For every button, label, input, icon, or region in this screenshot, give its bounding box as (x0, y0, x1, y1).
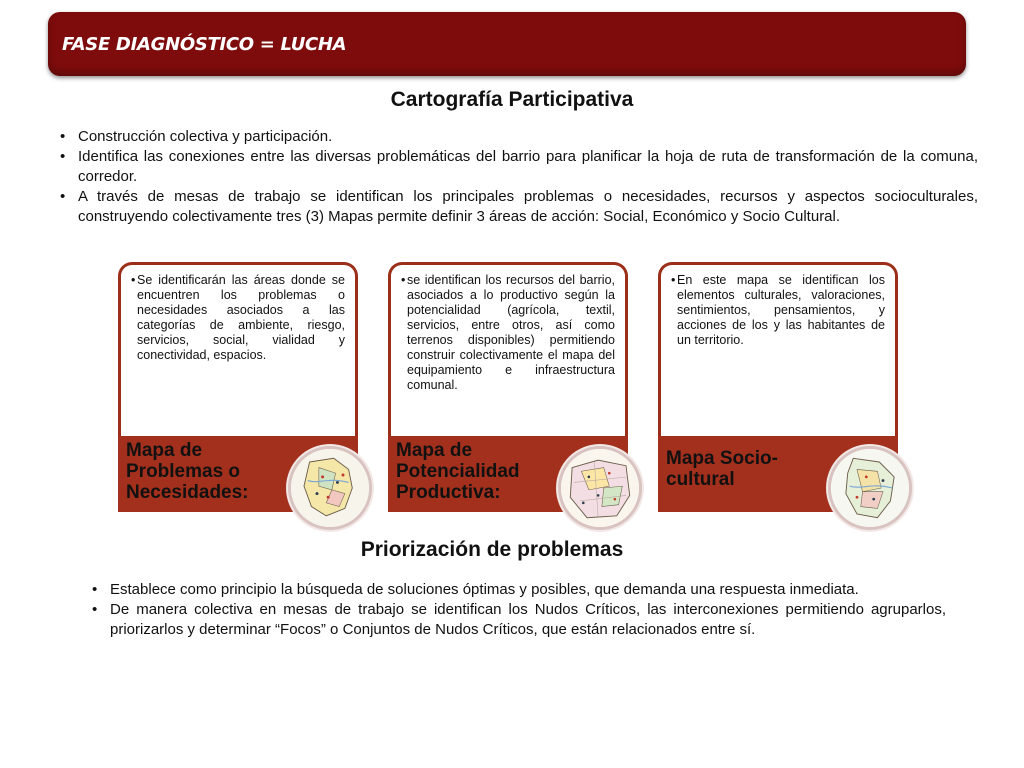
bullet-item: • Construcción colectiva y participación. (58, 127, 978, 147)
map-icon (558, 446, 642, 530)
section-title-priorizacion: Priorización de problemas (360, 538, 624, 561)
header-banner (48, 12, 966, 76)
card-description: • Se identificarán las áreas donde se encuentren los problemas o necesidades asociados a las categorías de ambiente, riesgo, servicios, social, vialidad y conectividad, espacios. (131, 273, 345, 362)
map-icon (828, 446, 912, 530)
card-mapa-sociocultural (658, 262, 898, 512)
card-mapa-potencialidad (388, 262, 628, 512)
card-label: Mapa de Problemas o Necesidades: (126, 440, 249, 503)
bullet-list-cartografia (58, 127, 978, 227)
bullet-item: • Identifica las conexiones entre las diversas problemáticas del barrio para planificar la hoja de ruta de transformación de la comuna, corredor. (58, 147, 978, 187)
bullet-item: • A través de mesas de trabajo se identifican los principales problemas o necesidades, recursos y aspectos socioculturales, construyendo colectivamente tres (3) Mapas permite definir 3 áreas de acción: Social, Económico y Socio Cultural. (58, 187, 978, 227)
card-label: Mapa de Potencialidad Productiva: (396, 440, 520, 503)
card-description-box (118, 262, 358, 436)
card-label: Mapa Socio-cultural (666, 448, 778, 490)
bullet-item: • De manera colectiva en mesas de trabajo se identifican los Nudos Críticos, las interconexiones permitiendo agruparlos, priorizarlos y determinar “Focos” o Conjuntos de Nudos Críticos, que están relacionados entre sí. (90, 600, 946, 640)
card-description-box (388, 262, 628, 436)
card-description-box (658, 262, 898, 436)
bullet-list-priorizacion (90, 580, 946, 640)
header-title: FASE DIAGNÓSTICO = LUCHA (62, 34, 347, 55)
bullet-item: • Establece como principio la búsqueda de soluciones óptimas y posibles, que demanda una respuesta inmediata. (90, 580, 946, 600)
map-icon (288, 446, 372, 530)
card-description: • se identifican los recursos del barrio, asociados a lo productivo según la potencialidad (agrícola, textil, servicios, entre otros, así como terrenos disponibles) permitiendo construir colectivamente el mapa del equipamiento e infraestructura comunal. (401, 273, 615, 392)
section-title-cartografia: Cartografía Participativa (390, 88, 634, 111)
card-mapa-problemas (118, 262, 358, 512)
card-description: • En este mapa se identifican los elementos culturales, valoraciones, sentimientos, pensamientos, y acciones de los y las habitantes de un territorio. (671, 273, 885, 347)
